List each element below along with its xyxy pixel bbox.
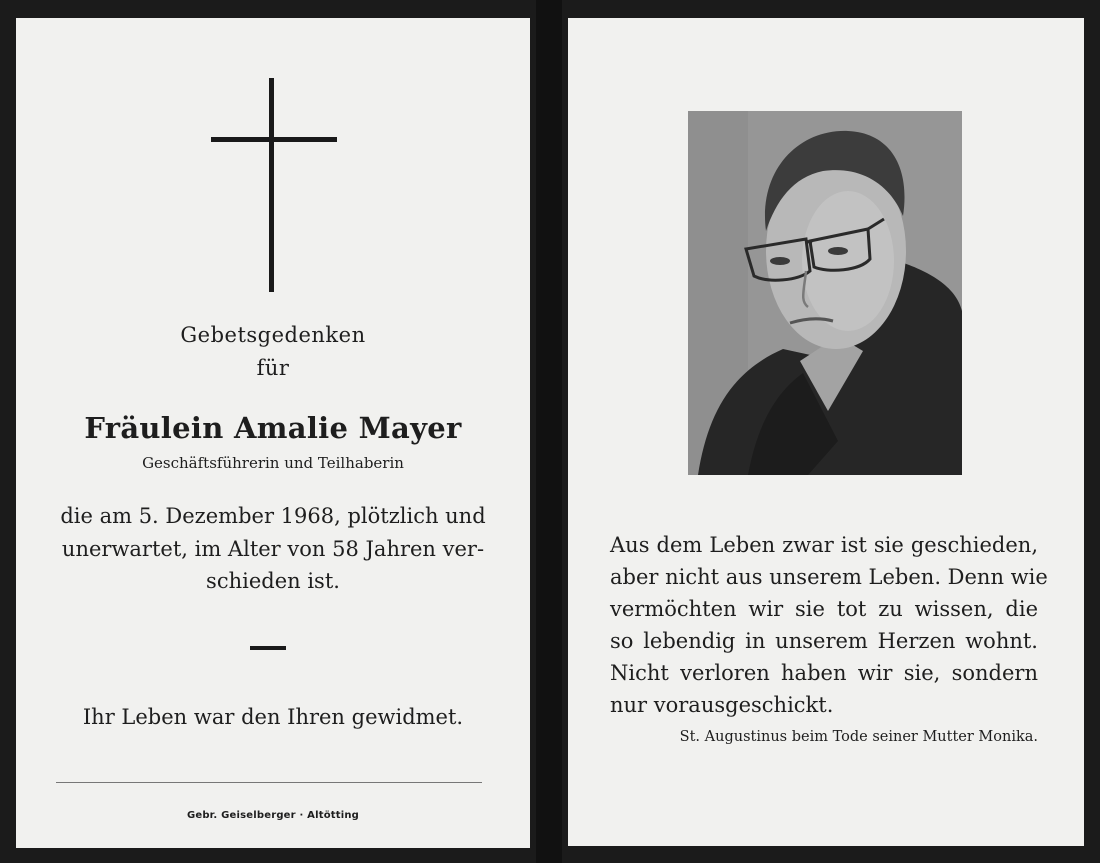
footer-rule (56, 782, 482, 783)
heading-line-2: für (256, 356, 290, 380)
portrait-photo (688, 111, 962, 475)
quote-line-1: Aus dem Leben zwar ist sie geschieden, (610, 533, 1038, 557)
deceased-name: Fräulein Amalie Mayer (84, 411, 462, 445)
quote-line-5: Nicht verloren haben wir sie, sondern (610, 661, 1038, 685)
quote-line-2: aber nicht aus unserem Leben. Denn wie (610, 565, 1048, 589)
card-fold-gutter (536, 0, 562, 863)
quote-line-4: so lebendig in unserem Herzen wohnt. (610, 629, 1038, 653)
left-card-page (16, 18, 530, 848)
quote-line-3: vermöchten wir sie tot zu wissen, die (610, 597, 1038, 621)
quote-attribution: St. Augustinus beim Tode seiner Mutter Monika. (679, 729, 1038, 745)
printer-imprint: Gebr. Geiselberger · Altötting (186, 810, 360, 821)
cross-horizontal-bar (211, 137, 337, 142)
deceased-role: Geschäftsführerin und Teilhaberin (142, 454, 404, 472)
cross-icon (211, 78, 337, 292)
quote-line-6: nur vorausgeschickt. (610, 693, 834, 717)
separator-dash (250, 646, 286, 650)
body-line-3: schieden ist. (206, 569, 340, 593)
dedication-text: Ihr Leben war den Ihren gewidmet. (82, 705, 464, 729)
body-line-1: die am 5. Dezember 1968, plötzlich und (60, 504, 486, 528)
heading-line-1: Gebetsgedenken (180, 323, 366, 347)
cross-vertical-bar (269, 78, 274, 292)
body-line-2: unerwartet, im Alter von 58 Jahren ver- (61, 537, 485, 561)
right-card-page (568, 18, 1084, 846)
portrait-drawing (688, 111, 962, 475)
